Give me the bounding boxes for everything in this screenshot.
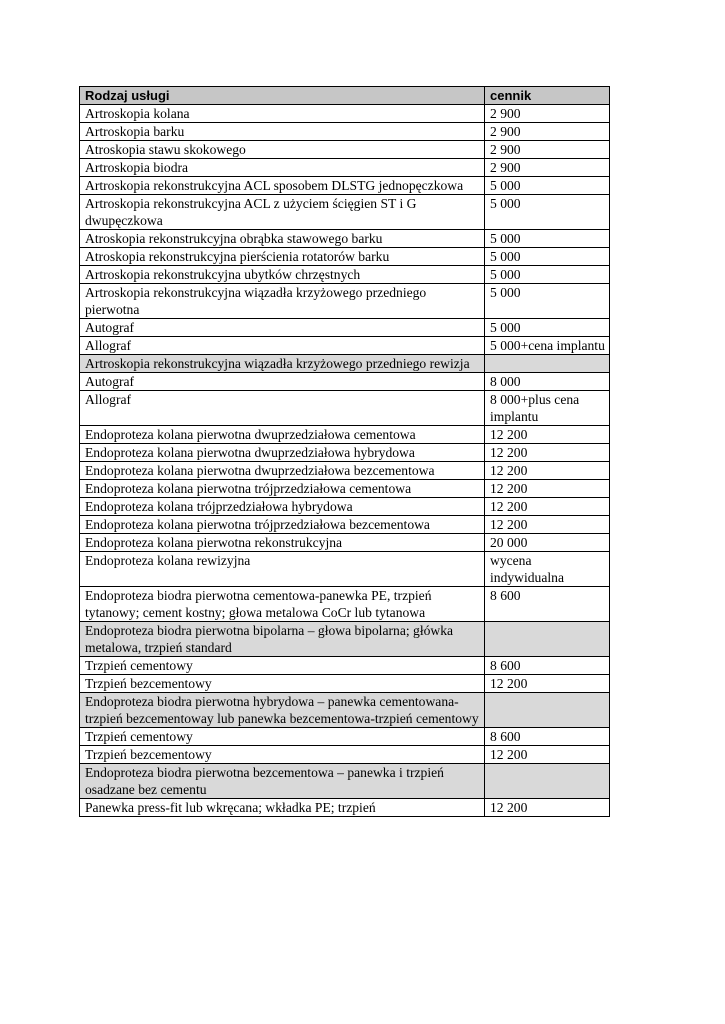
service-cell: Artroskopia rekonstrukcyjna ACL sposobem DLSTG jednopęczkowa [80, 177, 485, 195]
service-cell: Endoproteza kolana rewizyjna [80, 552, 485, 587]
service-cell: Endoproteza biodra pierwotna bezcementowa – panewka i trzpień osadzane bez cementu [80, 764, 485, 799]
price-cell: wycena indywidualna [485, 552, 610, 587]
service-cell: Trzpień bezcementowy [80, 675, 485, 693]
table-row [80, 534, 610, 552]
service-cell: Artroskopia rekonstrukcyjna ubytków chrzęstnych [80, 266, 485, 284]
price-cell [485, 764, 610, 799]
price-cell: 2 900 [485, 105, 610, 123]
header-price: cennik [485, 87, 610, 105]
service-cell: Artroskopia rekonstrukcyjna ACL z użyciem ścięgien ST i G dwupęczkowa [80, 195, 485, 230]
price-cell: 8 600 [485, 587, 610, 622]
price-cell: 5 000 [485, 230, 610, 248]
service-cell: Artroskopia rekonstrukcyjna wiązadła krzyżowego przedniego rewizja [80, 355, 485, 373]
table-row [80, 159, 610, 177]
service-cell: Endoproteza biodra pierwotna hybrydowa – panewka cementowana-trzpień bezcementoway lub panewka bezcementowa-trzpień cementowy [80, 693, 485, 728]
table-row [80, 141, 610, 159]
service-cell: Atroskopia rekonstrukcyjna obrąbka stawowego barku [80, 230, 485, 248]
service-cell: Allograf [80, 337, 485, 355]
table-row [80, 426, 610, 444]
table-body [80, 105, 610, 817]
price-cell: 12 200 [485, 426, 610, 444]
price-cell: 2 900 [485, 123, 610, 141]
service-cell: Endoproteza biodra pierwotna cementowa-panewka PE, trzpień tytanowy; cement kostny; głowa metalowa CoCr lub tytanowa [80, 587, 485, 622]
table-row [80, 391, 610, 426]
price-cell: 5 000 [485, 248, 610, 266]
service-cell: Autograf [80, 373, 485, 391]
table-row [80, 284, 610, 319]
service-cell: Trzpień bezcementowy [80, 746, 485, 764]
service-cell: Autograf [80, 319, 485, 337]
service-cell: Endoproteza kolana pierwotna dwuprzedziałowa hybrydowa [80, 444, 485, 462]
table-row [80, 123, 610, 141]
price-cell: 2 900 [485, 141, 610, 159]
price-cell [485, 622, 610, 657]
table-row [80, 657, 610, 675]
service-cell: Endoproteza kolana trójprzedziałowa hybrydowa [80, 498, 485, 516]
table-row [80, 177, 610, 195]
table-row [80, 516, 610, 534]
price-cell: 12 200 [485, 480, 610, 498]
service-cell: Allograf [80, 391, 485, 426]
price-cell: 8 000+plus cena implantu [485, 391, 610, 426]
price-cell: 20 000 [485, 534, 610, 552]
service-cell: Endoproteza biodra pierwotna bipolarna – głowa bipolarna; główka metalowa, trzpień standard [80, 622, 485, 657]
service-cell: Atroskopia rekonstrukcyjna pierścienia rotatorów barku [80, 248, 485, 266]
table-row [80, 266, 610, 284]
table-row [80, 373, 610, 391]
table-section-row [80, 355, 610, 373]
service-cell: Artroskopia biodra [80, 159, 485, 177]
price-cell: 12 200 [485, 462, 610, 480]
table-row [80, 799, 610, 817]
price-cell: 5 000 [485, 266, 610, 284]
service-cell: Atroskopia stawu skokowego [80, 141, 485, 159]
price-cell: 5 000+cena implantu [485, 337, 610, 355]
price-cell: 12 200 [485, 746, 610, 764]
header-service: Rodzaj usługi [80, 87, 485, 105]
price-cell [485, 355, 610, 373]
service-cell: Panewka press-fit lub wkręcana; wkładka PE; trzpień [80, 799, 485, 817]
service-cell: Endoproteza kolana pierwotna rekonstrukcyjna [80, 534, 485, 552]
price-cell: 8 600 [485, 728, 610, 746]
price-cell: 12 200 [485, 444, 610, 462]
table-header-row [80, 87, 610, 105]
price-cell: 8 000 [485, 373, 610, 391]
table-row [80, 195, 610, 230]
price-cell: 12 200 [485, 516, 610, 534]
service-cell: Trzpień cementowy [80, 657, 485, 675]
price-cell: 2 900 [485, 159, 610, 177]
table-row [80, 728, 610, 746]
service-cell: Endoproteza kolana pierwotna dwuprzedziałowa cementowa [80, 426, 485, 444]
price-cell: 5 000 [485, 319, 610, 337]
price-cell: 5 000 [485, 177, 610, 195]
table-section-row [80, 764, 610, 799]
table-row [80, 337, 610, 355]
table-row [80, 746, 610, 764]
price-cell: 12 200 [485, 799, 610, 817]
service-cell: Artroskopia kolana [80, 105, 485, 123]
price-cell: 5 000 [485, 195, 610, 230]
service-cell: Artroskopia rekonstrukcyjna wiązadła krzyżowego przedniego pierwotna [80, 284, 485, 319]
service-cell: Endoproteza kolana pierwotna trójprzedziałowa bezcementowa [80, 516, 485, 534]
table-row [80, 319, 610, 337]
table-row [80, 587, 610, 622]
service-cell: Endoproteza kolana pierwotna trójprzedziałowa cementowa [80, 480, 485, 498]
price-cell: 8 600 [485, 657, 610, 675]
service-cell: Endoproteza kolana pierwotna dwuprzedziałowa bezcementowa [80, 462, 485, 480]
table-row [80, 675, 610, 693]
table-row [80, 105, 610, 123]
service-cell: Trzpień cementowy [80, 728, 485, 746]
table-row [80, 480, 610, 498]
table-row [80, 444, 610, 462]
table-row [80, 248, 610, 266]
price-list-table [79, 86, 610, 817]
table-section-row [80, 693, 610, 728]
price-cell: 5 000 [485, 284, 610, 319]
price-cell [485, 693, 610, 728]
table-row [80, 552, 610, 587]
price-cell: 12 200 [485, 675, 610, 693]
table-row [80, 230, 610, 248]
price-cell: 12 200 [485, 498, 610, 516]
service-cell: Artroskopia barku [80, 123, 485, 141]
table-row [80, 462, 610, 480]
table-row [80, 498, 610, 516]
table-section-row [80, 622, 610, 657]
